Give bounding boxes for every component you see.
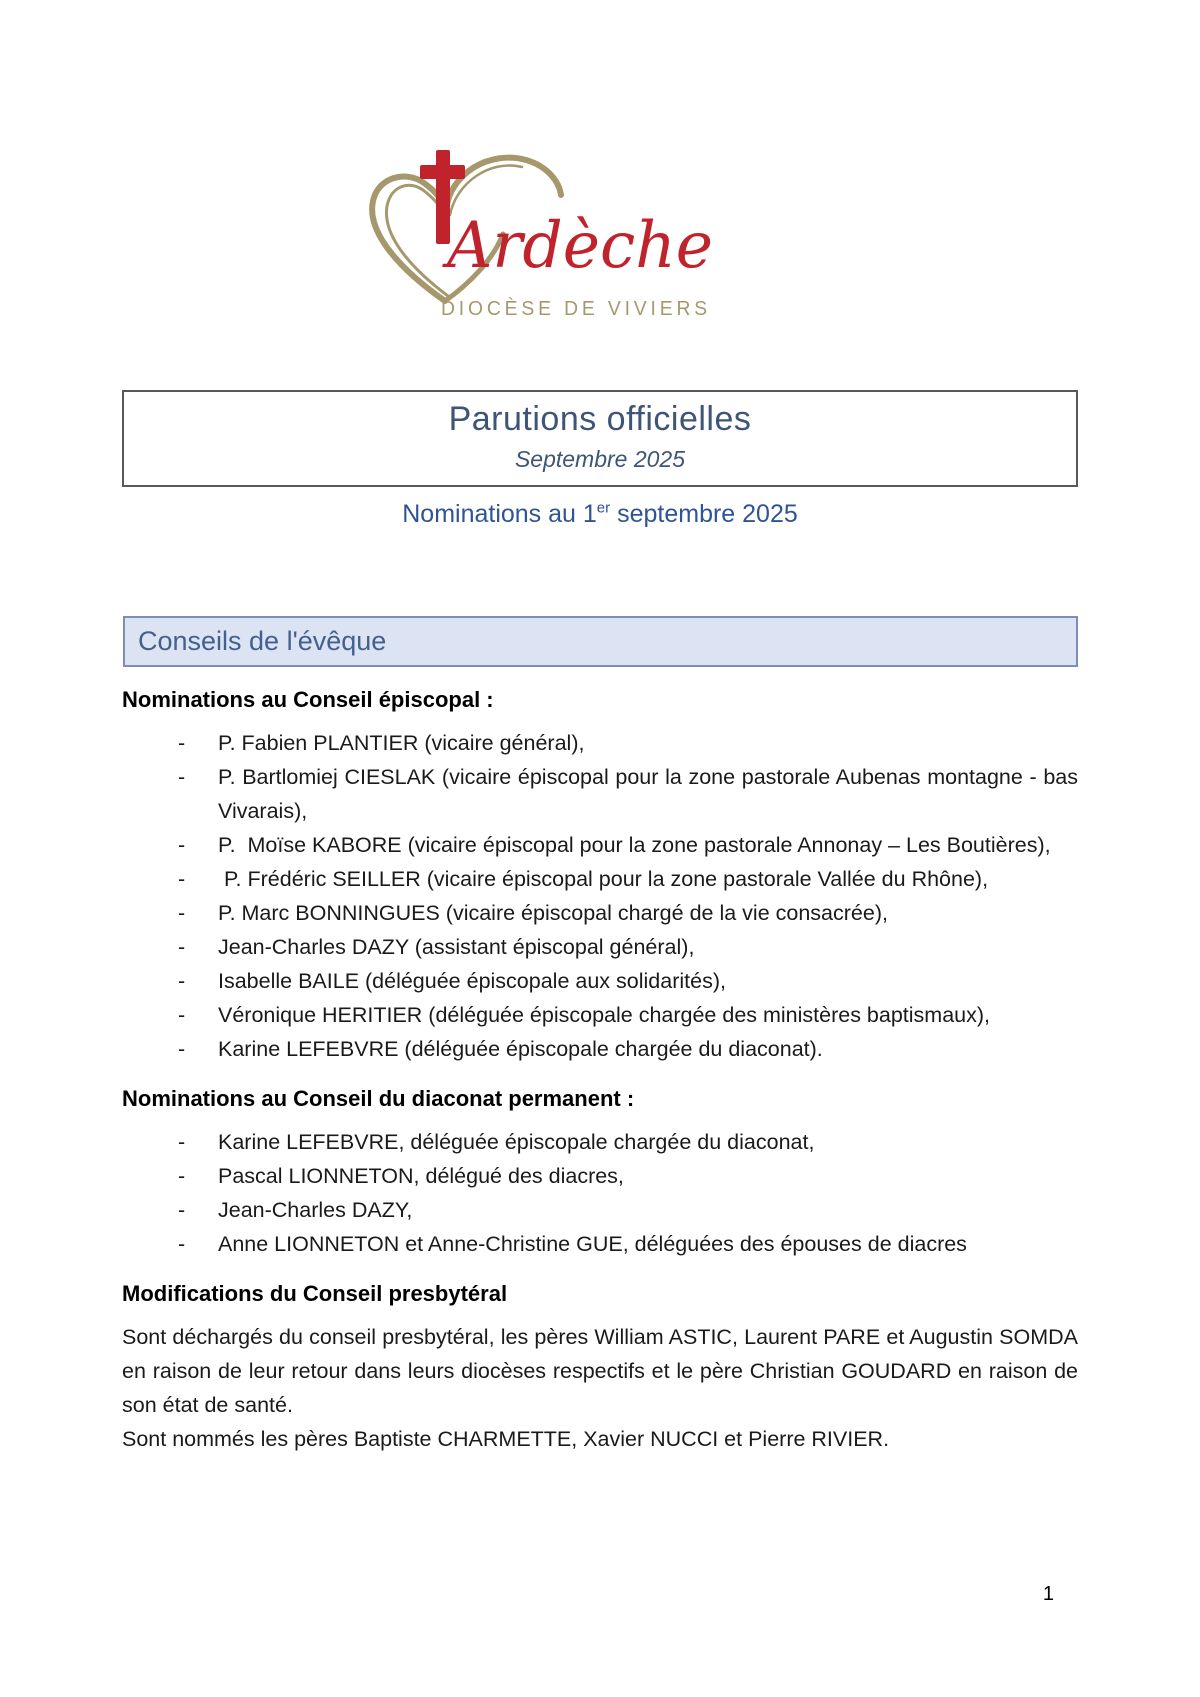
list-item-text: Karine LEFEBVRE, déléguée épiscopale chargée du diaconat, [218, 1130, 815, 1154]
diocese-logo-graphic [350, 133, 725, 328]
list-item [122, 930, 1078, 964]
dash-marker: - [178, 1003, 186, 1027]
list-item-text: Jean-Charles DAZY (assistant épiscopal général), [218, 935, 695, 959]
list-item-text: P. Fabien PLANTIER (vicaire général), [218, 731, 585, 755]
dash-marker: - [178, 935, 186, 959]
section-banner-title: Conseils de l'évêque [138, 626, 387, 656]
dash-marker: - [178, 731, 186, 755]
diaconat-list [122, 1125, 1078, 1261]
list-item [122, 1125, 1078, 1159]
diaconat-heading: Nominations au Conseil du diaconat permanent : [122, 1086, 635, 1111]
list-item [122, 862, 1078, 896]
logo-subtitle: DIOCÈSE DE VIVIERS [441, 298, 721, 320]
episcopal-list [122, 726, 1084, 1066]
list-item-text: P. Frédéric SEILLER (vicaire épiscopal pour la zone pastorale Vallée du Rhône), [218, 867, 989, 891]
list-item-text: Isabelle BAILE (déléguée épiscopale aux solidarités), [218, 969, 726, 993]
list-item [122, 760, 1084, 828]
presbyteral-paragraph-2: Sont nommés les pères Baptiste CHARMETTE, Xavier NUCCI et Pierre RIVIER. [122, 1427, 890, 1451]
dash-marker: - [178, 833, 186, 857]
dash-marker: - [178, 1164, 186, 1188]
list-item [122, 1032, 1078, 1066]
list-item-text: Anne LIONNETON et Anne-Christine GUE, déléguées des épouses de diacres [218, 1232, 967, 1256]
dash-marker: - [178, 1198, 186, 1222]
dash-marker: - [178, 1130, 186, 1154]
list-item-text: Véronique HERITIER (déléguée épiscopale chargée des ministères baptismaux), [218, 1003, 991, 1027]
presbyteral-paragraph-1: Sont déchargés du conseil presbytéral, les pères William ASTIC, Laurent PARE et Augustin SOMDA en raison de leur retour dans leurs diocèses respectifs et le père Christian GOUDARD en raison de son état de santé. [122, 1325, 1078, 1417]
section-banner [123, 616, 1078, 667]
diocese-logo [350, 133, 725, 328]
episcopal-heading: Nominations au Conseil épiscopal : [122, 687, 494, 712]
date-heading-text-after: septembre 2025 [610, 500, 798, 528]
dash-marker: - [178, 867, 186, 891]
list-item [122, 896, 1078, 930]
document-body [122, 667, 1084, 1456]
list-item-text: P. Marc BONNINGUES (vicaire épiscopal chargé de la vie consacrée), [218, 901, 888, 925]
list-item [122, 998, 1078, 1032]
document-title-box [122, 390, 1078, 487]
dash-marker: - [178, 1232, 186, 1256]
list-item-text: Pascal LIONNETON, délégué des diacres, [218, 1164, 624, 1188]
list-item-text: Jean-Charles DAZY, [218, 1198, 413, 1222]
list-item-text: Karine LEFEBVRE (déléguée épiscopale chargée du diaconat). [218, 1037, 823, 1061]
logo-wordmark: Ardèche [442, 209, 713, 283]
dash-marker: - [178, 1037, 186, 1061]
dash-marker: - [178, 765, 186, 789]
list-item [122, 1193, 1078, 1227]
list-item [122, 726, 1078, 760]
dash-marker: - [178, 969, 186, 993]
list-item [122, 1159, 1078, 1193]
list-item [122, 1227, 1078, 1261]
dash-marker: - [178, 901, 186, 925]
date-heading-text: Nominations au 1 [402, 500, 597, 528]
list-item-text: P. Bartlomiej CIESLAK (vicaire épiscopal pour la zone pastorale Aubenas montagne - bas Vivarais), [218, 765, 1084, 823]
document-title: Parutions officielles [448, 400, 752, 438]
date-heading [0, 500, 1200, 529]
page-number: 1 [1042, 1583, 1054, 1605]
presbyteral-heading: Modifications du Conseil presbytéral [122, 1281, 508, 1306]
list-item-text: P. Moïse KABORE (vicaire épiscopal pour la zone pastorale Annonay – Les Boutières), [218, 833, 1051, 857]
list-item [122, 828, 1078, 862]
list-item [122, 964, 1078, 998]
document-subtitle: Septembre 2025 [514, 446, 686, 472]
date-heading-superscript: er [596, 499, 611, 517]
